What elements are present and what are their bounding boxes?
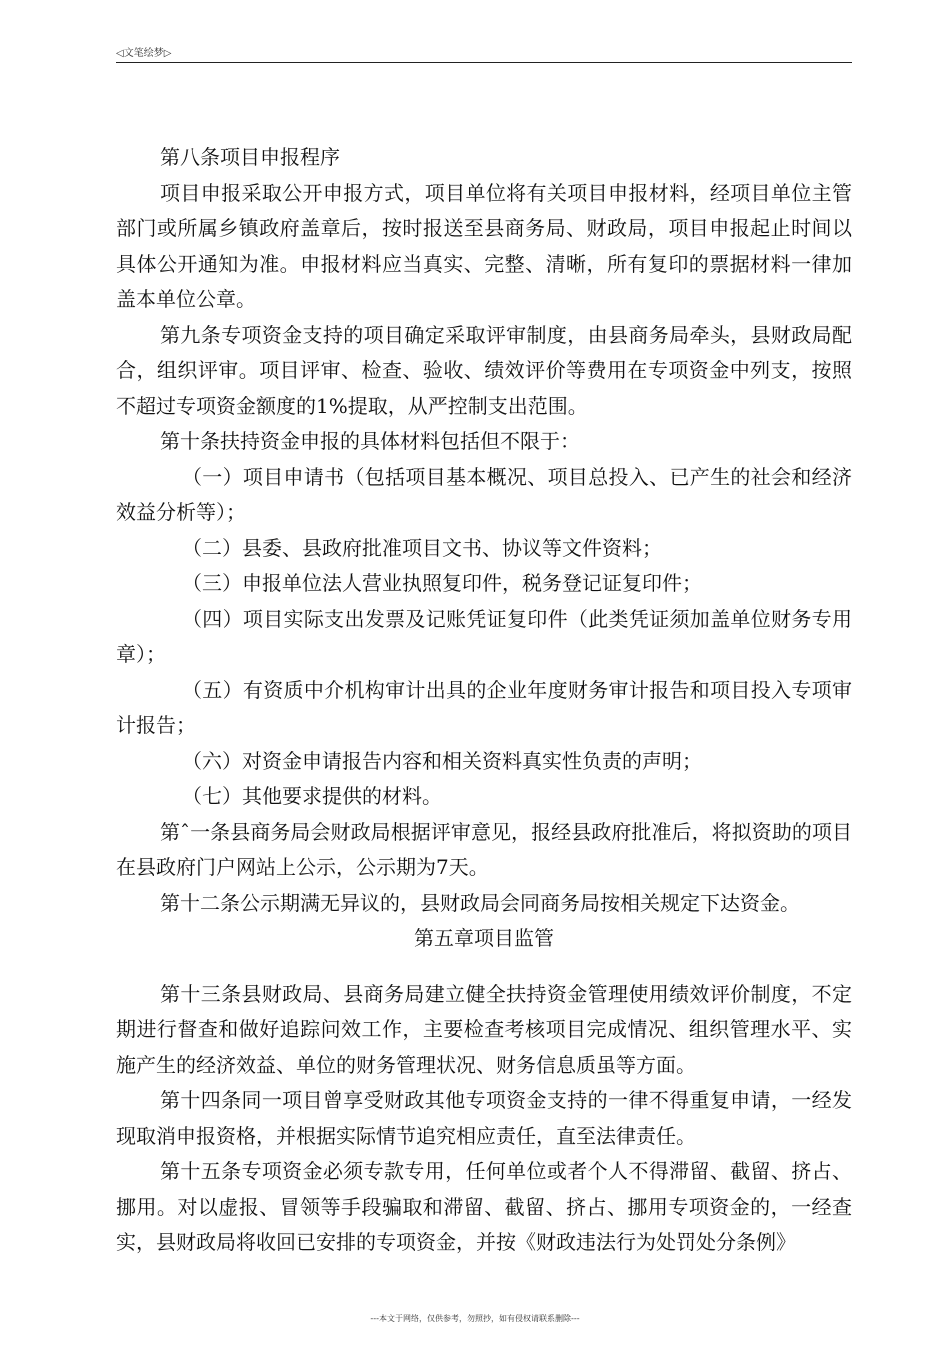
list-item-4: （四）项目实际支出发票及记账凭证复印件（此类凭证须加盖单位财务专用章）； [116,606,852,666]
article-14: 第十四条同一项目曾享受财政其他专项资金支持的一律不得重复申请，一经发现取消申报资格，并根据实际情节追究相应责任，直至法律责任。 [116,1088,852,1148]
list-item-5: （五）有资质中介机构审计出具的企业年度财务审计报告和项目投入专项审计报告； [116,677,852,737]
article-9: 第九条专项资金支持的项目确定采取评审制度，由县商务局牵头，县财政局配合，组织评审。项目评审、检查、验收、绩效评价等费用在专项资金中列支，按照不超过专项资金额度的1%提取，从严控制支出范围。 [116,322,852,418]
chapter-5-heading: 第五章项目监管 [414,926,554,950]
document-body [116,140,852,1261]
article-10: 第十条扶持资金申报的具体材料包括但不限于： [160,429,580,453]
article-8-title: 第八条项目申报程序 [160,145,340,169]
header-text: ◁文笔绘梦▷ [116,48,172,59]
article-8-body: 项目申报采取公开申报方式，项目单位将有关项目申报材料，经项目单位主管部门或所属乡镇政府盖章后，按时报送至县商务局、财政局，项目申报起止时间以具体公开通知为准。申报材料应当真实、完整、清晰，所有复印的票据材料一律加盖本单位公章。 [116,180,852,311]
article-15: 第十五条专项资金必须专款专用，任何单位或者个人不得滞留、截留、挤占、挪用。对以虚报、冒领等手段骗取和滞留、截留、挤占、挪用专项资金的，一经查实，县财政局将收回已安排的专项资金，并按《财政违法行为处罚处分条例》 [116,1159,852,1254]
article-11: 第ˆ一条县商务局会财政局根据评审意见，报经县政府批准后，将拟资助的项目在县政府门户网站上公示，公示期为7天。 [116,819,852,879]
list-item-1: （一）项目申请书（包括项目基本概况、项目总投入、已产生的社会和经济效益分析等）； [116,464,852,524]
article-13: 第十三条县财政局、县商务局建立健全扶持资金管理使用绩效评价制度，不定期进行督查和做好追踪问效工作，主要检查考核项目完成情况、组织管理水平、实施产生的经济效益、单位的财务管理状况、财务信息质虽等方面。 [116,981,852,1077]
header-divider [116,62,852,63]
page-footer: ---本文于网络，仅供参考，勿照抄，如有侵权请联系删除--- [370,1314,580,1323]
list-item-2: （二）县委、县政府批准项目文书、协议等文件资料； [182,535,662,560]
list-item-6: （六）对资金申请报告内容和相关资料真实性负责的声明； [182,748,702,773]
list-item-7: （七）其他要求提供的材料。 [182,784,442,808]
article-12: 第十二条公示期满无异议的，县财政局会同商务局按相关规定下达资金。 [160,890,800,915]
list-item-3: （三）申报单位法人营业执照复印件，税务登记证复印件； [182,571,702,595]
